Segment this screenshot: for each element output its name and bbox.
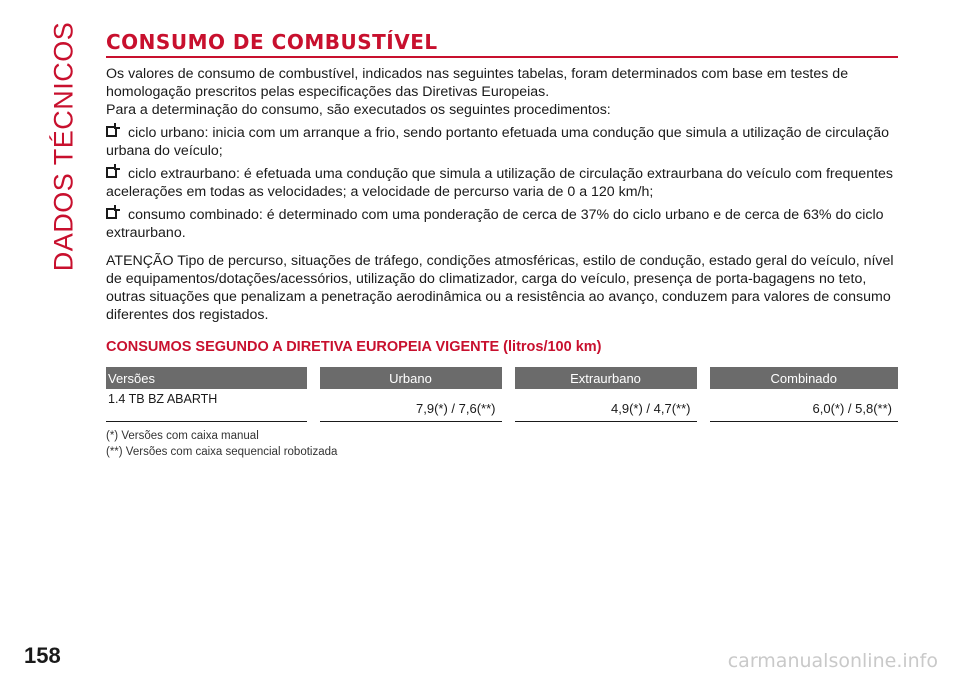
checkbox-bullet-icon [106, 167, 117, 178]
cell-extraurban: 4,9(*) / 4,7(**) [508, 389, 703, 422]
bullet-text: ciclo urbano: inicia com um arranque a frio, sendo portanto efetuada uma condução que simula a utilização de circulação urbana do veículo; [106, 125, 890, 159]
intro-paragraph-2: Para a determinação do consumo, são executados os seguintes procedimentos: [106, 102, 611, 118]
page-title: CONSUMO DE COMBUSTÍVEL [106, 30, 898, 58]
consumption-table [106, 367, 898, 422]
bullet-item [106, 124, 898, 160]
checkbox-bullet-icon [106, 126, 117, 137]
bullet-text: ciclo extraurbano: é efetuada uma condução que simula a utilização de circulação extraurbana do veículo com frequentes acelerações em todas as velocidades; a velocidade de percurso varia de 0 a 120 km/h; [106, 166, 894, 200]
warning-paragraph: ATENÇÃO Tipo de percurso, situações de tráfego, condições atmosféricas, estilo de condução, estado geral do veículo, nível de equipamentos/dotações/acessórios, utilização do climatizador, carga do veículo, presença de porta-bagagens no teto, outras situações que penalizam a penetração aerodinâmica ou a resistência ao avanço, conduzem para valores de consumo diferentes dos registados. [106, 253, 894, 323]
header-combined: Combinado [703, 367, 898, 389]
intro-paragraph: Os valores de consumo de combustível, indicados nas seguintes tabelas, foram determinados com base em testes de homologação prescritos pelas especificações das Diretivas Europeias. [106, 66, 849, 100]
bullet-text: consumo combinado: é determinado com uma ponderação de cerca de 37% do ciclo urbano e de cerca de 63% do ciclo extraurbano. [106, 207, 884, 241]
bullet-item [106, 206, 898, 242]
bullet-item [106, 165, 898, 201]
section-side-label [46, 21, 82, 271]
note-manual: (*) Versões com caixa manual [106, 430, 259, 442]
table-header-row [106, 367, 898, 389]
header-extraurban: Extraurbano [508, 367, 703, 389]
section-side-label-text: DADOS TÉCNICOS [48, 21, 79, 271]
header-versions: Versões [106, 367, 313, 389]
table-notes [106, 428, 898, 460]
cell-urban: 7,9(*) / 7,6(**) [313, 389, 508, 422]
cell-combined: 6,0(*) / 5,8(**) [703, 389, 898, 422]
table-row [106, 389, 898, 422]
header-urban: Urbano [313, 367, 508, 389]
page-number: 158 [24, 643, 61, 668]
checkbox-bullet-icon [106, 208, 117, 219]
note-robotized: (**) Versões com caixa sequencial robotizada [106, 446, 338, 458]
watermark: carmanualsonline.info [727, 650, 938, 672]
table-title: CONSUMOS SEGUNDO A DIRETIVA EUROPEIA VIGENTE (litros/100 km) [106, 339, 602, 355]
main-content [106, 30, 898, 460]
cell-version: 1.4 TB BZ ABARTH [106, 389, 313, 422]
